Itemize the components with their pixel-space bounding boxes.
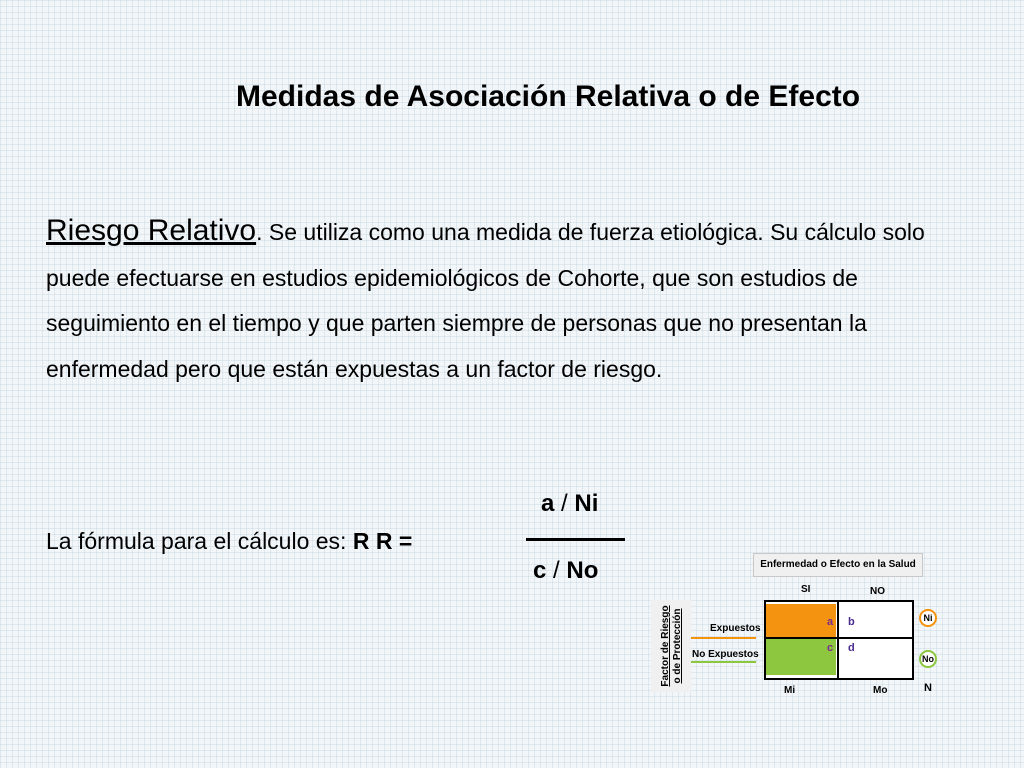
fraction-denominator [533,557,598,585]
fraction-line [526,538,625,541]
cell-b: b [848,616,855,628]
body-text: . Se utiliza como una medida de fuerza etiológica. Su cálculo solo puede efectuarse en estudios epidemiológicos de Cohorte, que son estudios de seguimiento en el tiempo y que parten siempre de personas que no presentan la enfermedad pero que están expuestas a un factor de riesgo. [46,219,925,382]
vertical-label [660,605,684,686]
riesgo-relativo-heading: Riesgo Relativo [46,214,257,247]
slide-title: Medidas de Asociación Relativa o de Efecto [236,80,861,113]
col-label-si: SI [801,584,811,595]
formula-rr: R R = [352,528,413,554]
cell-c: c [827,642,834,654]
denominator-slash: / [546,557,567,584]
numerator-ni: Ni [574,490,599,517]
col-total-mi: Mi [784,685,796,696]
fraction-numerator [541,490,598,518]
row-label-exposed: Expuestos [710,623,761,634]
row-total-no: No [919,650,937,668]
formula-label [46,528,412,555]
grid-horizontal-divider [764,637,914,639]
col-label-no: NO [870,586,885,597]
cell-a-fill [766,604,836,637]
numerator-a: a [541,490,555,517]
contingency-diagram [630,548,950,718]
row-label-not-exposed: No Expuestos [692,649,759,660]
denominator-c: c [533,557,547,584]
cell-c-fill [766,639,836,675]
row-total-ni: Ni [919,609,937,627]
diagram-header: Enfermedad o Efecto en la Salud [753,553,923,577]
grand-total-n: N [924,682,932,694]
formula-label-text: La fórmula para el cálculo es: [46,528,353,554]
vertical-label-line1: Factor de Riesgo [660,605,671,687]
vertical-label-line2: o de Protección [672,608,683,684]
not-exposed-underline [691,661,756,663]
cell-d: d [848,642,855,654]
body-paragraph [46,208,986,392]
col-total-mo: Mo [873,685,888,696]
cell-a: a [827,616,834,628]
denominator-no: No [566,557,599,584]
grid-vertical-divider [837,600,839,680]
exposed-underline [691,637,756,639]
numerator-slash: / [554,490,575,517]
